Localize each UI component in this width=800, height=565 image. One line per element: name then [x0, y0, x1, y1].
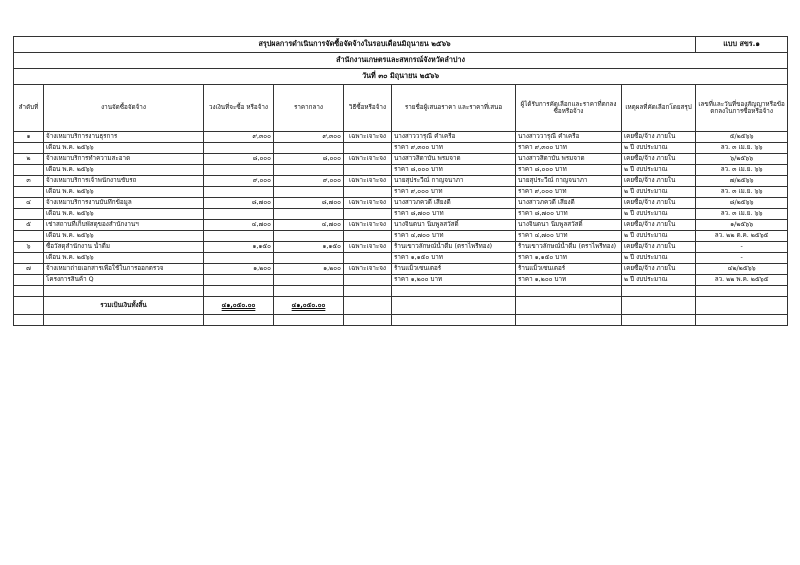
row-winner: นายสุประวีณ์ กาญจนาภา	[516, 176, 622, 187]
row-blank	[14, 165, 44, 176]
blank-cell	[622, 297, 696, 315]
table-row	[14, 198, 788, 209]
table-row	[14, 220, 788, 231]
row-blank	[274, 209, 344, 220]
row-blank	[344, 143, 392, 154]
row-reason-detail: ๒ ปี งบประมาณ	[622, 275, 696, 286]
header-bidders: รายชื่อผู้เสนอราคา และราคาที่เสนอ	[392, 85, 516, 132]
row-contract-no: -	[696, 242, 788, 253]
row-reason-detail: ๒ ปี งบประมาณ	[622, 165, 696, 176]
row-winner: นางสาวภควดี เสียงดี	[516, 198, 622, 209]
row-reason: เคยซื้อ/จ้าง ภายใน	[622, 154, 696, 165]
row-no: ๖	[14, 242, 44, 253]
row-contract-date: ลว. ๓ เม.ย. ๖๖	[696, 143, 788, 154]
table-row-continued	[14, 165, 788, 176]
row-method: เฉพาะเจาะจง	[344, 264, 392, 275]
row-blank	[274, 275, 344, 286]
row-win-price: ราคา ๙,๐๐๐ บาท	[516, 187, 622, 198]
blank-cell	[516, 297, 622, 315]
table-row	[14, 242, 788, 253]
row-median-price: ๙,๓๐๐	[274, 132, 344, 143]
table-row-continued	[14, 143, 788, 154]
blank-cell	[344, 315, 392, 326]
row-work: จ้างเหมาบริการงานธุรการ	[44, 132, 204, 143]
row-contract-no: ๘/๒๕๖๖	[696, 198, 788, 209]
row-blank	[274, 143, 344, 154]
blank-cell	[622, 286, 696, 297]
row-blank	[14, 143, 44, 154]
row-win-price: ราคา ๔,๗๐๐ บาท	[516, 231, 622, 242]
row-bidder: นางจินตนา นิ่มพูลสวัสดิ์	[392, 220, 516, 231]
row-bid-price: ราคา ๘,๗๐๐ บาท	[392, 209, 516, 220]
row-budget: ๑,๑๕๐	[204, 242, 274, 253]
blank-row	[14, 315, 788, 326]
row-contract-no: ๖/๒๕๖๖	[696, 154, 788, 165]
row-blank	[344, 253, 392, 264]
row-blank	[204, 231, 274, 242]
blank-cell	[274, 286, 344, 297]
blank-cell	[344, 286, 392, 297]
row-contract-date: ลว. ๓ เม.ย. ๖๖	[696, 187, 788, 198]
row-reason: เคยซื้อ/จ้าง ภายใน	[622, 220, 696, 231]
row-blank	[14, 275, 44, 286]
row-bid-price: ราคา ๙,๐๐๐ บาท	[392, 187, 516, 198]
header-winner: ผู้ได้รับการคัดเลือกและราคาที่ตกลงซื้อหรือจ้าง	[516, 85, 622, 132]
row-blank	[274, 165, 344, 176]
row-no: ๔	[14, 198, 44, 209]
row-work-detail: โครงการสินค้า Q	[44, 275, 204, 286]
row-no: ๕	[14, 220, 44, 231]
blank-cell	[392, 315, 516, 326]
row-reason: เคยซื้อ/จ้าง ภายใน	[622, 198, 696, 209]
row-work: เช่าสถานที่เก็บพัสดุของสำนักงานฯ	[44, 220, 204, 231]
row-blank	[14, 209, 44, 220]
header-contract: เลขที่และวันที่ของสัญญาหรือข้อตกลงในการซื้อหรือจ้าง	[696, 85, 788, 132]
row-win-price: ราคา ๑,๑๕๐ บาท	[516, 253, 622, 264]
blank-cell	[696, 315, 788, 326]
blank-cell	[516, 315, 622, 326]
row-budget: ๔,๗๐๐	[204, 220, 274, 231]
blank-cell	[344, 297, 392, 315]
row-reason-detail: ๒ ปี งบประมาณ	[622, 253, 696, 264]
office-name: สำนักงานเกษตรและสหกรณ์จังหวัดลำปาง	[14, 53, 788, 69]
row-win-price: ราคา ๑,๒๐๐ บาท	[516, 275, 622, 286]
report-date: วันที่ ๓๐ มิถุนายน ๒๕๖๖	[14, 69, 788, 85]
row-work: จ้างเหมาถ่ายเอกสารเพื่อใช้ในการออกตรวจ	[44, 264, 204, 275]
row-work-detail: เดือน พ.ค. ๒๕๖๖	[44, 209, 204, 220]
row-reason: เคยซื้อ/จ้าง ภายใน	[622, 132, 696, 143]
row-blank	[204, 165, 274, 176]
row-contract-no: ๑/๒๕๖๖	[696, 220, 788, 231]
row-method: เฉพาะเจาะจง	[344, 132, 392, 143]
row-contract-no: ๗/๒๕๖๖	[696, 176, 788, 187]
row-win-price: ราคา ๙,๓๐๐ บาท	[516, 143, 622, 154]
row-method: เฉพาะเจาะจง	[344, 220, 392, 231]
blank-cell	[392, 297, 516, 315]
row-winner: ร้านเขาวลักษณ์น้ำดื่ม (ตราไพรีทอง)	[516, 242, 622, 253]
blank-cell	[622, 315, 696, 326]
row-winner: นางจินตนา นิ่มพูลสวัสดิ์	[516, 220, 622, 231]
row-blank	[274, 187, 344, 198]
blank-cell	[274, 315, 344, 326]
row-bidder: ร้านเขาวลักษณ์น้ำดื่ม (ตราไพรีทอง)	[392, 242, 516, 253]
row-contract-no: ๕/๒๕๖๖	[696, 132, 788, 143]
row-work: ซื้อวัสดุสำนักงาน น้ำดื่ม	[44, 242, 204, 253]
row-work-detail: เดือน พ.ค. ๒๕๖๖	[44, 187, 204, 198]
total-median-price: ๔๑,๐๕๐.๐๐	[274, 297, 344, 315]
form-code: แบบ สขร.๑	[696, 37, 788, 53]
row-work-detail: เดือน พ.ค. ๒๕๖๖	[44, 253, 204, 264]
row-bid-price: ราคา ๑,๒๐๐ บาท	[392, 275, 516, 286]
table-row-continued	[14, 187, 788, 198]
row-blank	[344, 165, 392, 176]
header-median-price: ราคากลาง	[274, 85, 344, 132]
row-median-price: ๘,๗๐๐	[274, 198, 344, 209]
row-reason-detail: ๒ ปี งบประมาณ	[622, 143, 696, 154]
row-win-price: ราคา ๘,๐๐๐ บาท	[516, 165, 622, 176]
blank-cell	[696, 286, 788, 297]
header-no: ลำดับที่	[14, 85, 44, 132]
row-blank	[14, 253, 44, 264]
row-bidder: นางสาวสิดาบัน พรมจาด	[392, 154, 516, 165]
blank-cell	[44, 315, 204, 326]
row-reason-detail: ๒ ปี งบประมาณ	[622, 209, 696, 220]
row-budget: ๙,๓๐๐	[204, 132, 274, 143]
row-bid-price: ราคา ๙,๓๐๐ บาท	[392, 143, 516, 154]
row-method: เฉพาะเจาะจง	[344, 176, 392, 187]
row-median-price: ๑,๒๐๐	[274, 264, 344, 275]
total-row	[14, 297, 788, 315]
row-winner: ร้านแม็วเซนเตอร์	[516, 264, 622, 275]
row-blank	[204, 143, 274, 154]
header-budget: วงเงินที่จะซื้อ หรือจ้าง	[204, 85, 274, 132]
row-bidder: นางสาววารุณี คำเครือ	[392, 132, 516, 143]
row-work-detail: เดือน พ.ค. ๒๕๖๖	[44, 143, 204, 154]
row-bid-price: ราคา ๑,๑๕๐ บาท	[392, 253, 516, 264]
row-blank	[14, 187, 44, 198]
table-row	[14, 176, 788, 187]
row-work-detail: เดือน พ.ค. ๒๕๖๖	[44, 165, 204, 176]
row-blank	[344, 231, 392, 242]
row-median-price: ๔,๗๐๐	[274, 220, 344, 231]
row-reason: เคยซื้อ/จ้าง ภายใน	[622, 264, 696, 275]
row-blank	[274, 253, 344, 264]
table-row-continued	[14, 209, 788, 220]
table-row-continued	[14, 275, 788, 286]
table-row	[14, 132, 788, 143]
blank-cell	[14, 297, 44, 315]
row-median-price: ๘,๐๐๐	[274, 154, 344, 165]
row-no: ๓	[14, 176, 44, 187]
row-no: ๗	[14, 264, 44, 275]
row-bid-price: ราคา ๘,๐๐๐ บาท	[392, 165, 516, 176]
row-bid-price: ราคา ๔,๗๐๐ บาท	[392, 231, 516, 242]
blank-cell	[14, 286, 44, 297]
header-reason: เหตุผลที่คัดเลือกโดยสรุป	[622, 85, 696, 132]
row-contract-date: ลว. ๒๒ พ.ค. ๒๕๖๕	[696, 275, 788, 286]
row-median-price: ๑,๑๕๐	[274, 242, 344, 253]
column-headers	[14, 85, 788, 132]
row-work: จ้างเหมาบริการทำความสะอาด	[44, 154, 204, 165]
row-blank	[204, 275, 274, 286]
row-win-price: ราคา ๘,๗๐๐ บาท	[516, 209, 622, 220]
header-method: วิธีซื้อหรือจ้าง	[344, 85, 392, 132]
row-bidder: นางสาวภควดี เสียงดี	[392, 198, 516, 209]
row-method: เฉพาะเจาะจง	[344, 198, 392, 209]
row-blank	[204, 253, 274, 264]
header-work: งานจัดซื้อจัดจ้าง	[44, 85, 204, 132]
row-winner: นางสาวสิดาบัน พรมจาด	[516, 154, 622, 165]
table-row-continued	[14, 253, 788, 264]
row-blank	[344, 187, 392, 198]
blank-cell	[696, 297, 788, 315]
row-median-price: ๙,๐๐๐	[274, 176, 344, 187]
row-budget: ๙,๐๐๐	[204, 176, 274, 187]
blank-cell	[14, 315, 44, 326]
row-reason-detail: ๒ ปี งบประมาณ	[622, 187, 696, 198]
blank-cell	[44, 286, 204, 297]
row-contract-no: ๔๒/๒๕๖๖	[696, 264, 788, 275]
row-reason: เคยซื้อ/จ้าง ภายใน	[622, 176, 696, 187]
total-label: รวมเป็นเงินทั้งสิ้น	[44, 297, 204, 315]
row-blank	[274, 231, 344, 242]
row-no: ๑	[14, 132, 44, 143]
row-work: จ้างเหมาบริการงานบันทึกข้อมูล	[44, 198, 204, 209]
blank-cell	[516, 286, 622, 297]
row-reason: เคยซื้อ/จ้าง ภายใน	[622, 242, 696, 253]
row-blank	[204, 209, 274, 220]
row-contract-date: ลว. ๓ เม.ย. ๖๖	[696, 209, 788, 220]
table-row	[14, 154, 788, 165]
blank-cell	[392, 286, 516, 297]
row-winner: นางสาววารุณี คำเครือ	[516, 132, 622, 143]
row-blank	[344, 275, 392, 286]
row-method: เฉพาะเจาะจง	[344, 242, 392, 253]
row-budget: ๘,๐๐๐	[204, 154, 274, 165]
row-bidder: ร้านแม็วเซนเตอร์	[392, 264, 516, 275]
row-blank	[204, 187, 274, 198]
row-budget: ๑,๒๐๐	[204, 264, 274, 275]
report-title: สรุปผลการดำเนินการจัดซื้อจัดจ้างในรอบเดือนมิถุนายน ๒๕๖๖	[14, 37, 696, 53]
procurement-summary-sheet	[13, 36, 787, 326]
table-row	[14, 264, 788, 275]
row-work-detail: เดือน พ.ค. ๒๕๖๖	[44, 231, 204, 242]
blank-cell	[204, 315, 274, 326]
blank-cell	[204, 286, 274, 297]
row-blank	[344, 209, 392, 220]
procurement-table	[13, 36, 788, 326]
blank-row	[14, 286, 788, 297]
row-budget: ๘,๗๐๐	[204, 198, 274, 209]
row-blank	[14, 231, 44, 242]
row-no: ๒	[14, 154, 44, 165]
total-budget: ๔๑,๐๕๐.๐๐	[204, 297, 274, 315]
row-contract-date: ลว. ๒๒ ต.ค. ๒๕๖๕	[696, 231, 788, 242]
row-bidder: นายสุประวีณ์ กาญจนาภา	[392, 176, 516, 187]
row-work: จ้างเหมาบริการเจ้าพนักงานขับรถ	[44, 176, 204, 187]
row-method: เฉพาะเจาะจง	[344, 154, 392, 165]
row-reason-detail: ๒ ปี งบประมาณ	[622, 231, 696, 242]
row-contract-date: -	[696, 253, 788, 264]
row-contract-date: ลว. ๓ เม.ย. ๖๖	[696, 165, 788, 176]
table-row-continued	[14, 231, 788, 242]
